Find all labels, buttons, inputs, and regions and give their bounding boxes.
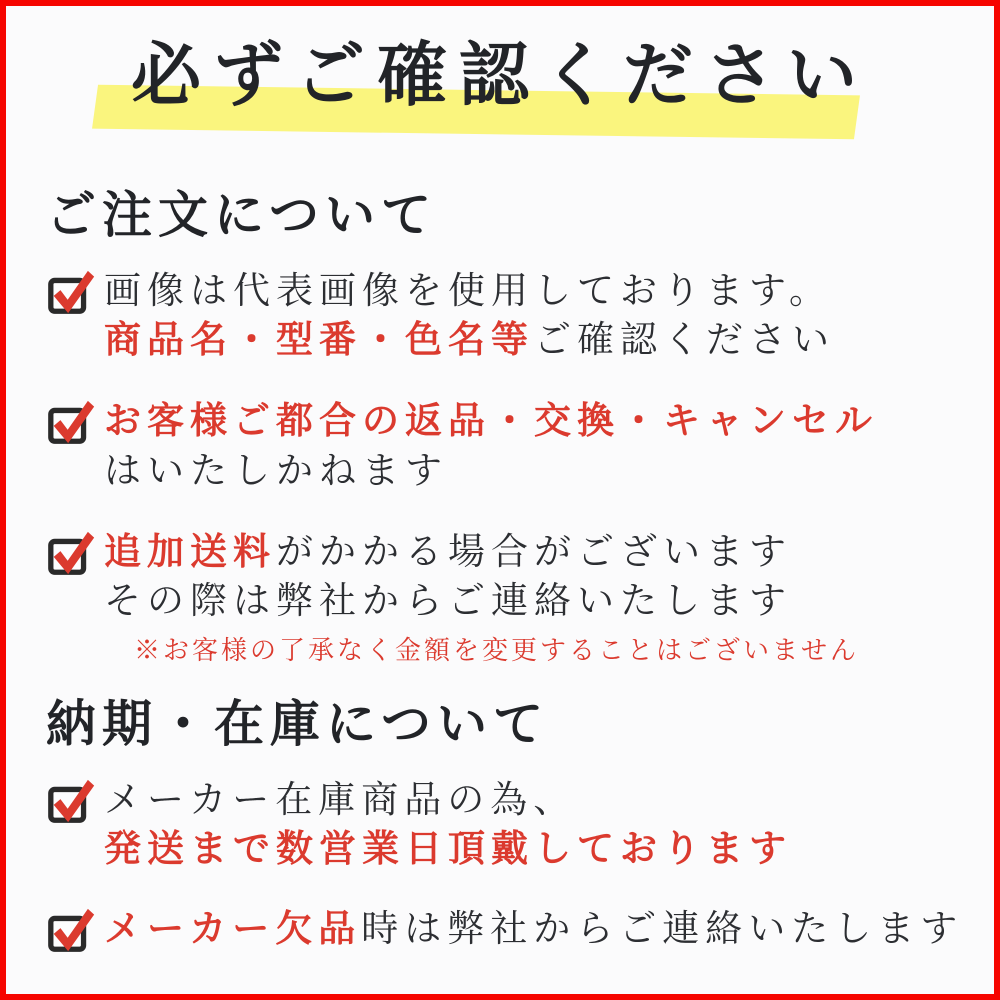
emphasis-red-text: お客様ご都合の返品・交換・キャンセル (104, 401, 878, 443)
checklist-item (46, 397, 980, 495)
item-line (104, 905, 963, 954)
item-note: ※お客様の了承なく金額を変更することはございません (134, 636, 860, 666)
body-text: がかかる場合がございます (276, 531, 792, 573)
checkbox-checked-icon (46, 776, 98, 826)
body-text: ご確認ください (534, 320, 835, 362)
body-text: その際は弊社からご連絡いたします (104, 581, 792, 623)
item-line (104, 267, 835, 316)
checklist-item-text (104, 397, 878, 495)
checkbox-checked-icon (46, 905, 98, 955)
checklist-item (46, 528, 980, 669)
checklist-item (46, 267, 980, 365)
checklist-item-text (104, 528, 859, 669)
title-banner (0, 0, 1000, 158)
checklist-item-text (104, 267, 835, 365)
checkbox-checked-icon (46, 267, 98, 317)
checkbox-checked-icon (46, 528, 98, 578)
body-text: 画像は代表画像を使用しております。 (104, 271, 833, 312)
emphasis-red-text: 発送まで数営業日頂戴しております (104, 829, 792, 870)
body-text: 時は弊社からご連絡いたします (361, 909, 964, 951)
checklist-item (46, 776, 980, 874)
emphasis-red-text: 商品名・型番・色名等 (104, 320, 534, 362)
checklist-item-text (104, 776, 792, 874)
checklist-item (46, 905, 980, 955)
checkbox-checked-icon (46, 397, 98, 447)
item-line (104, 528, 859, 577)
notice-content (0, 188, 1000, 955)
item-line (104, 316, 835, 365)
notice-section (46, 188, 980, 669)
item-line (104, 397, 878, 446)
page-title: 必ずご確認ください (131, 38, 869, 115)
notice-section (46, 697, 980, 955)
emphasis-red-text: メーカー欠品 (104, 909, 362, 951)
item-line (104, 447, 878, 496)
item-line (104, 577, 859, 626)
checklist-item-text (104, 905, 963, 954)
emphasis-red-text: 追加送料 (104, 531, 276, 573)
item-line (104, 776, 792, 825)
body-text: はいたしかねます (104, 450, 448, 492)
body-text: メーカー在庫商品の為、 (104, 779, 577, 821)
item-line (104, 825, 792, 874)
section-heading: ご注文について (46, 187, 437, 243)
section-heading: 納期・在庫について (46, 695, 549, 752)
